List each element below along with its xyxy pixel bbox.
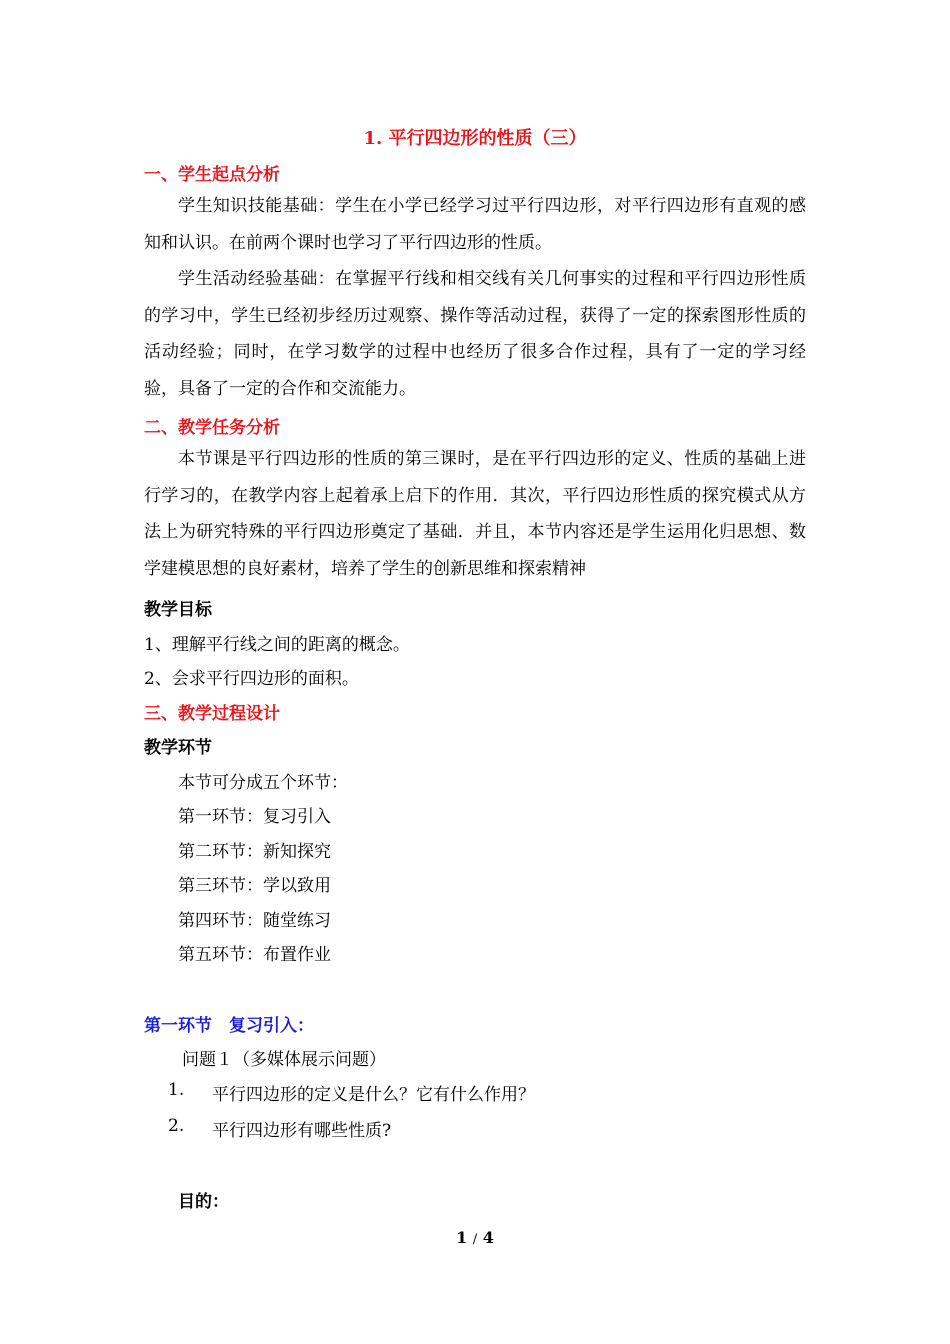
section1-heading: 一、学生起点分析 (144, 165, 280, 185)
step-item: 第一环节：复习引入 (178, 807, 331, 827)
step-item: 第四环节：随堂练习 (178, 911, 331, 931)
question-1-label: 问题１（多媒体展示问题） (182, 1050, 386, 1070)
page-separator: / (472, 1232, 478, 1247)
goal-2: 2、会求平行四边形的面积。 (144, 669, 359, 689)
step-item: 第二环节：新知探究 (178, 842, 331, 862)
goals-heading: 教学目标 (144, 600, 212, 620)
goal-1: 1、理解平行线之间的距离的概念。 (144, 635, 410, 655)
list-item-number: 2. (168, 1116, 185, 1136)
section3-heading: 三、教学过程设计 (144, 704, 280, 724)
section2-paragraph-1: 本节课是平行四边形的性质的第三课时，是在平行四边形的定义、性质的基础上进行学习的，在教学内容上起着承上启下的作用．其次，平行四边形性质的探究模式从方法上为研究特殊的平行四边形奠定了基础．并且，本节内容还是学生运用化归思想、数学建模思想的良好素材，培养了学生的创新思维和探索精神 (144, 449, 806, 579)
section1-paragraph-1: 学生知识技能基础：学生在小学已经学习过平行四边形，对平行四边形有直观的感知和认识。在前两个课时也学习了平行四边形的性质。 (144, 196, 806, 253)
steps-intro: 本节可分成五个环节： (178, 773, 348, 793)
total-pages: 4 (482, 1228, 494, 1247)
purpose-label: 目的： (178, 1192, 229, 1212)
step-item: 第五环节：布置作业 (178, 945, 331, 965)
section2-heading: 二、教学任务分析 (144, 418, 280, 438)
teaching-steps-heading: 教学环节 (144, 738, 212, 758)
list-item-text: 平行四边形的定义是什么？它有什么作用？ (212, 1085, 535, 1105)
step-item: 第三环节：学以致用 (178, 876, 331, 896)
list-item-number: 1. (168, 1080, 185, 1100)
list-item-text: 平行四边形有哪些性质? (212, 1121, 392, 1141)
step1-heading: 第一环节 复习引入： (144, 1016, 314, 1036)
current-page: 1 (456, 1228, 468, 1247)
document-title: 1. 平行四边形的性质（三） (363, 128, 587, 149)
page-number (0, 1228, 950, 1247)
section1-paragraph-2: 学生活动经验基础：在掌握平行线和相交线有关几何事实的过程和平行四边形性质的学习中，学生已经初步经历过观察、操作等活动过程，获得了一定的探索图形性质的活动经验；同时，在学习数学的过程中也经历了很多合作过程，具有了一定的学习经验，具备了一定的合作和交流能力。 (144, 269, 806, 399)
